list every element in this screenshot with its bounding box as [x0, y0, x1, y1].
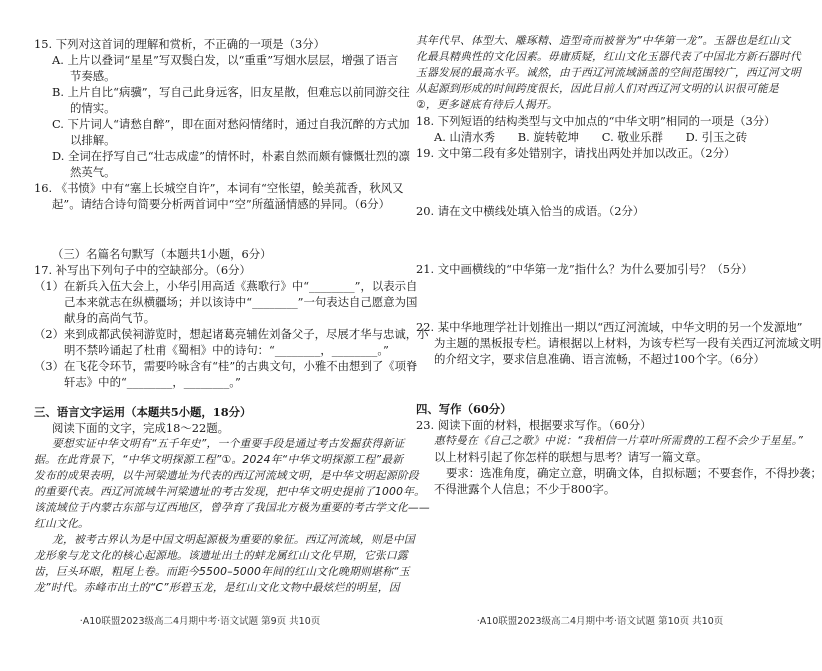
- spacer: [34, 390, 386, 404]
- passage-line-10: 龙”时代。赤峰市出土的“C”形碧玉龙，是红山文化文物中最炫烂的明星，因: [34, 581, 400, 594]
- q17-part-3b: 轩志》中的“________，________。”: [64, 375, 241, 389]
- q15-option-c: C. 下片词人“请愁自醉”，即在面对愁闷情绪时，通过自我沉醉的方式加: [52, 117, 410, 131]
- q15-option-a: A. 上片以叠词“星星”写双鬓白发，以“重重”写烟水层层，增强了语言: [52, 53, 399, 67]
- q23-material-2: 以上材料引起了你怎样的联想与思考？请写一篇文章。: [434, 450, 708, 464]
- q17-stem: 17. 补写出下列句子中的空缺部分。（6分）: [34, 263, 251, 277]
- q15-stem: 15. 下列对这首词的理解和赏析，不正确的一项是（3分）: [34, 37, 325, 51]
- q17-part-1c: 献身的高尚气节。: [64, 311, 156, 325]
- q18-options: A. 山清水秀 B. 旋转乾坤 C. 敬业乐群 D. 引玉之砖: [434, 130, 748, 144]
- q21-stem: 21. 文中画横线的“中华第一龙”指什么？为什么要加引号？（5分）: [416, 262, 753, 276]
- answer-space-q19: [416, 161, 776, 203]
- q23-requirement-1: 要求：选准角度，确定立意，明确文体，自拟标题；不要套作，不得抄袭；: [446, 466, 822, 480]
- q17-part-3a: （3）在飞花令环节，需要吟咏含有“桂”的古典文句，小雅不由想到了《项脊: [34, 359, 418, 373]
- section-3-heading: （三）名篇名句默写（本题共1小题，6分）: [52, 247, 272, 261]
- passage-cont-line-3: 玉器发展的最高水平。诚然，由于西辽河流域涵盖的空间范围较广，西辽河文明: [416, 66, 801, 79]
- q15-option-a-cont: 节奏感。: [70, 69, 116, 83]
- q15-option-b-cont: 的情实。: [70, 101, 116, 115]
- section-language-heading: 三、语言文字运用（本题共5小题，18分）: [34, 405, 252, 419]
- q15-option-d-cont: 然英气。: [70, 165, 116, 179]
- passage-line-3: 发布的成果表明，以牛河梁遗址为代表的西辽河流域文明，是中华文明起源阶段: [34, 469, 419, 482]
- q15-option-b: B. 上片自比“病骥”，写自己此身远客，旧友星散，但难忘以前同游交往: [52, 85, 410, 99]
- q23-requirement-2: 不得泄露个人信息；不少于800字。: [434, 482, 616, 496]
- passage-cont-line-1: 其年代早、体型大、雕琢精、造型奇而被誉为“中华第一龙”。玉器也是红山文: [416, 34, 791, 47]
- passage-line-7: 龙，被考古界认为是中国文明起源极为重要的象征。西辽河流域，则是中国: [52, 533, 415, 546]
- passage-line-9: 齿，巨头环眼，粗尾上卷。而距今5500–5000年间的红山文化晚期则堪称“玉: [34, 565, 410, 578]
- q22-line-1: 22. 某中华地理学社计划推出一期以“西辽河流域，中华文明的另一个发源地”: [416, 320, 803, 334]
- answer-space-q16: [34, 212, 386, 246]
- passage-line-8: 龙形象与龙文化的核心起源地。该遗址出土的蚌龙属红山文化早期，它张口露: [34, 549, 408, 562]
- passage-line-2: 据。在此背景下，“中华文明探源工程”①。2024年“中华文明探源工程”最新: [34, 453, 404, 466]
- q23-material-1: 惠特曼在《自己之歌》中说：“我相信一片草叶所需费的工程不会少于星星。”: [434, 434, 804, 447]
- right-page: [400, 0, 822, 671]
- passage-line-4: 的重要代表。西辽河流域牛河梁遗址的考古发现，把中华文明史提前了1000年。: [34, 485, 426, 498]
- passage-line-5: 该流域位于内蒙古东部与辽西地区，曾孕育了我国北方极为重要的考古学文化——: [34, 501, 430, 514]
- q17-part-2a: （2）来到成都武侯祠游览时，想起诸葛亮辅佐刘备父子，尽展才华与忠诚，小: [34, 327, 429, 341]
- q20-stem: 20. 请在文中横线处填入恰当的成语。（2分）: [416, 204, 645, 218]
- q17-part-1b: 己本来就志在纵横疆场；并以该诗中“________”一句表达自己愿意为国: [64, 295, 418, 309]
- q19-stem: 19. 文中第二段有多处错别字，请找出两处并加以改正。（2分）: [416, 146, 736, 160]
- page-footer-left: ·A10联盟2023级高二4月期中考·语文试题 第9页 共10页: [79, 616, 321, 627]
- passage-cont-line-4: 从起源到形成的时间跨度很长，因此目前人们对西辽河文明的认识很可能是: [416, 82, 779, 95]
- q18-stem: 18. 下列短语的结构类型与文中加点的“中华文明”相同的一项是（3分）: [416, 114, 776, 128]
- q15-option-c-cont: 以排解。: [70, 133, 116, 147]
- passage-line-1: 要想实证中华文明有“五千年史”，一个重要手段是通过考古发掘获得新证: [52, 437, 405, 450]
- reading-intro: 阅读下面的文字，完成18～22题。: [52, 421, 230, 435]
- passage-line-6: 红山文化。: [34, 517, 89, 530]
- section-4-heading: 四、写作（60分）: [416, 402, 512, 416]
- q22-line-2: 为主题的黑板报专栏。请根据以上材料，为该专栏写一段有关西辽河流域文明: [434, 336, 822, 350]
- q23-stem: 23. 阅读下面的材料，根据要求写作。（60分）: [416, 418, 652, 432]
- passage-cont-line-5: ②，更多谜底有待后人揭开。: [416, 98, 558, 111]
- answer-space-q22: [416, 367, 776, 401]
- page-footer-right: ·A10联盟2023级高二4月期中考·语文试题 第10页 共10页: [476, 616, 724, 627]
- answer-space-q21: [416, 277, 776, 319]
- q16-line-2: 起”。请结合诗句简要分析两首词中“空”所蕴涵情感的异同。（6分）: [52, 197, 390, 211]
- q22-line-3: 的介绍文字，要求信息准确、语言流畅，不超过100个字。（6分）: [434, 352, 765, 366]
- q17-part-2b: 明不禁吟诵起了杜甫《蜀相》中的诗句：“________，________。”: [64, 343, 389, 357]
- q15-option-d: D. 全词在抒写自己“壮志成虚”的情怀时，朴素自然而颇有慷慨壮烈的凛: [52, 149, 410, 163]
- answer-space-q20: [416, 219, 776, 261]
- passage-cont-line-2: 化最具精典性的文化因素。毋庸质疑，红山文化玉器代表了中国北方新石器时代: [416, 50, 801, 63]
- q17-part-1a: （1）在新兵入伍大会上，小华引用高适《燕歌行》中“________”，以表示自: [34, 279, 418, 293]
- q16-line-1: 16. 《书愤》中有“塞上长城空自许”，本词有“空怅望，鲙美菰香，秋风又: [34, 181, 404, 195]
